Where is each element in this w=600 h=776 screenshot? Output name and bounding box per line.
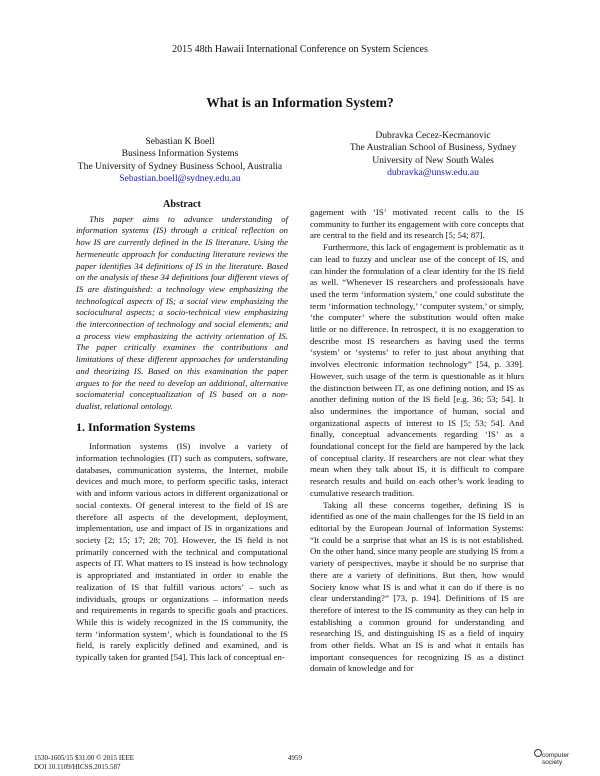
footer-doi: DOI 10.1109/HICSS.2015.587 [34, 763, 121, 771]
author-name: Dubravka Cecez-Kecmanovic [375, 130, 491, 141]
page-number: 4959 [288, 754, 302, 762]
author-affiliation: Business Information Systems [121, 148, 239, 160]
footer-copyright [34, 754, 134, 772]
author-affiliation: The Australian School of Business, Sydney [349, 142, 517, 154]
right-column [310, 207, 524, 675]
body-paragraph: gagement with ‘IS’ motivated recent calls to the IS community to further its engagement with core concepts that are central to the field and its research [5; 54; 87]. [310, 207, 524, 241]
author-name: Sebastian K Boell [145, 136, 215, 147]
footer-issn: 1530-1605/15 $31.00 © 2015 IEEE [34, 754, 135, 762]
logo-mark-icon [534, 749, 542, 757]
logo-text [542, 753, 569, 766]
left-column [76, 199, 288, 664]
conference-header: 2015 48th Hawaii International Conference on System Sciences [172, 44, 428, 55]
body-paragraph: Taking all these concerns together, defining IS is identified as one of the main challenges for the IS field in an editorial by the European Journal of Information Systems: “It could be a surprise that what an IS is is not established. On the other hand, since many people are studying IS from a variety of perspectives, maybe it should be no surprise that there are a variety of definitions. But then, how would Society know what IS is and what it can do if there is no clear understanding?” [73, p. 194]. Definitions of IS are therefore of interest to the IS community as they can help in establishing a common ground for understanding and researching IS, and distinguishing IS as a field of inquiry from other fields. What an IS is and what it entails has important consequences for recognizing IS as a distinct domain of knowledge and for [310, 499, 524, 674]
author-email-link[interactable]: dubravka@unsw.edu.au [387, 166, 479, 178]
author-block-1 [60, 136, 300, 185]
abstract-text: This paper aims to advance understanding of information systems (IS) through a critical reflection on how IS are currently defined in the IS literature. Using the hermeneutic approach for conducting literature reviews the paper identifies 34 definitions of IS in the literature. Based on the analysis of these 34 definitions four different views of IS are distinguished: a technology view emphasizing the technological aspects of IS; a social view emphasizing the sociocultural aspects; a socio-technical view emphasizing the interconnection of technology and social elements; and a process view emphasizing the activity orientation of IS. The paper critically examines the contributions and limitations of these different approaches for understanding and theorizing IS. Based on this examination the paper argues to for the need to develop an additional, alternative sociomaterial conceptualization of IS based on a non-dualist, relational ontology. [76, 213, 288, 411]
section-heading: 1. Information Systems [76, 419, 195, 434]
abstract-heading: Abstract [163, 199, 201, 210]
paper-title: What is an Information System? [206, 95, 394, 110]
computer-society-logo [534, 748, 568, 768]
logo-text-line1: computer [542, 752, 570, 759]
author-email-link[interactable]: Sebastian.boell@sydney.edu.au [119, 172, 241, 184]
body-paragraph: Furthermore, this lack of engagement is problematic as it can lead to fuzzy and unclear use of the concept of IS, and can hinder the formulation of a clear identity for the IS field as well. “Whenever IS researchers and professionals have used the term ‘information system,’ one could substitute the term ‘information technology,’ ‘computer system,’ or simply, ‘the computer’ where the substitution would often make little or no difference. In retrospect, it is no exaggeration to describe most IS researchers as having used the terms ‘system’ or ‘systems’ to refer to just about anything that involves electronic information technology” [54, p. 339]. However, such usage of the term is questionable as it blurs the distinction between IT, as one defining notion, and IS as another defining notion of the IS field [e.g. 36; 53; 54]. It also undermines the importance of human, social and organizational aspects of interest to IS [5; 53; 54]. And finally, conceptual advancements regarding ‘IS’ as a foundational concept for the field are hampered by the lack of conceptual clarity. If researchers are not clear what they mean when they talk about IS, it is difficult to compare research results and build on each other’s work leading to cumulative research tradition. [310, 242, 524, 498]
body-paragraph: Information systems (IS) involve a variety of information technologies (IT) such as computers, software, databases, communication systems, the Internet, mobile devices and much more, to perform specific tasks, interact with and inform various actors in different organizational or social contexts. Of general interest to the field of IS are therefore all aspects of the development, deployment, implementation, use and impact of IS in organizations and society [2; 15; 17; 28; 70]. However, the IS field is not primarily concerned with the technical and computational aspects of IT. What matters to IS instead is how technology is appropriated and instantiated in order to enable the realization of IS that fulfill various actors’ – such as individuals, groups or organizations – information needs and requirements in regards to specific goals and practices. While this is widely recognized in the IS community, the term ‘information system’, which is foundational to the IS field, is rarely explicitly defined and examined, and is typically taken for granted [54]. This lack of conceptual en- [76, 441, 288, 663]
author-affiliation: University of New South Wales [372, 154, 494, 166]
author-block-2 [318, 130, 548, 179]
author-affiliation: The University of Sydney Business School, Australia [77, 160, 283, 172]
logo-text-line2: society [542, 758, 563, 766]
